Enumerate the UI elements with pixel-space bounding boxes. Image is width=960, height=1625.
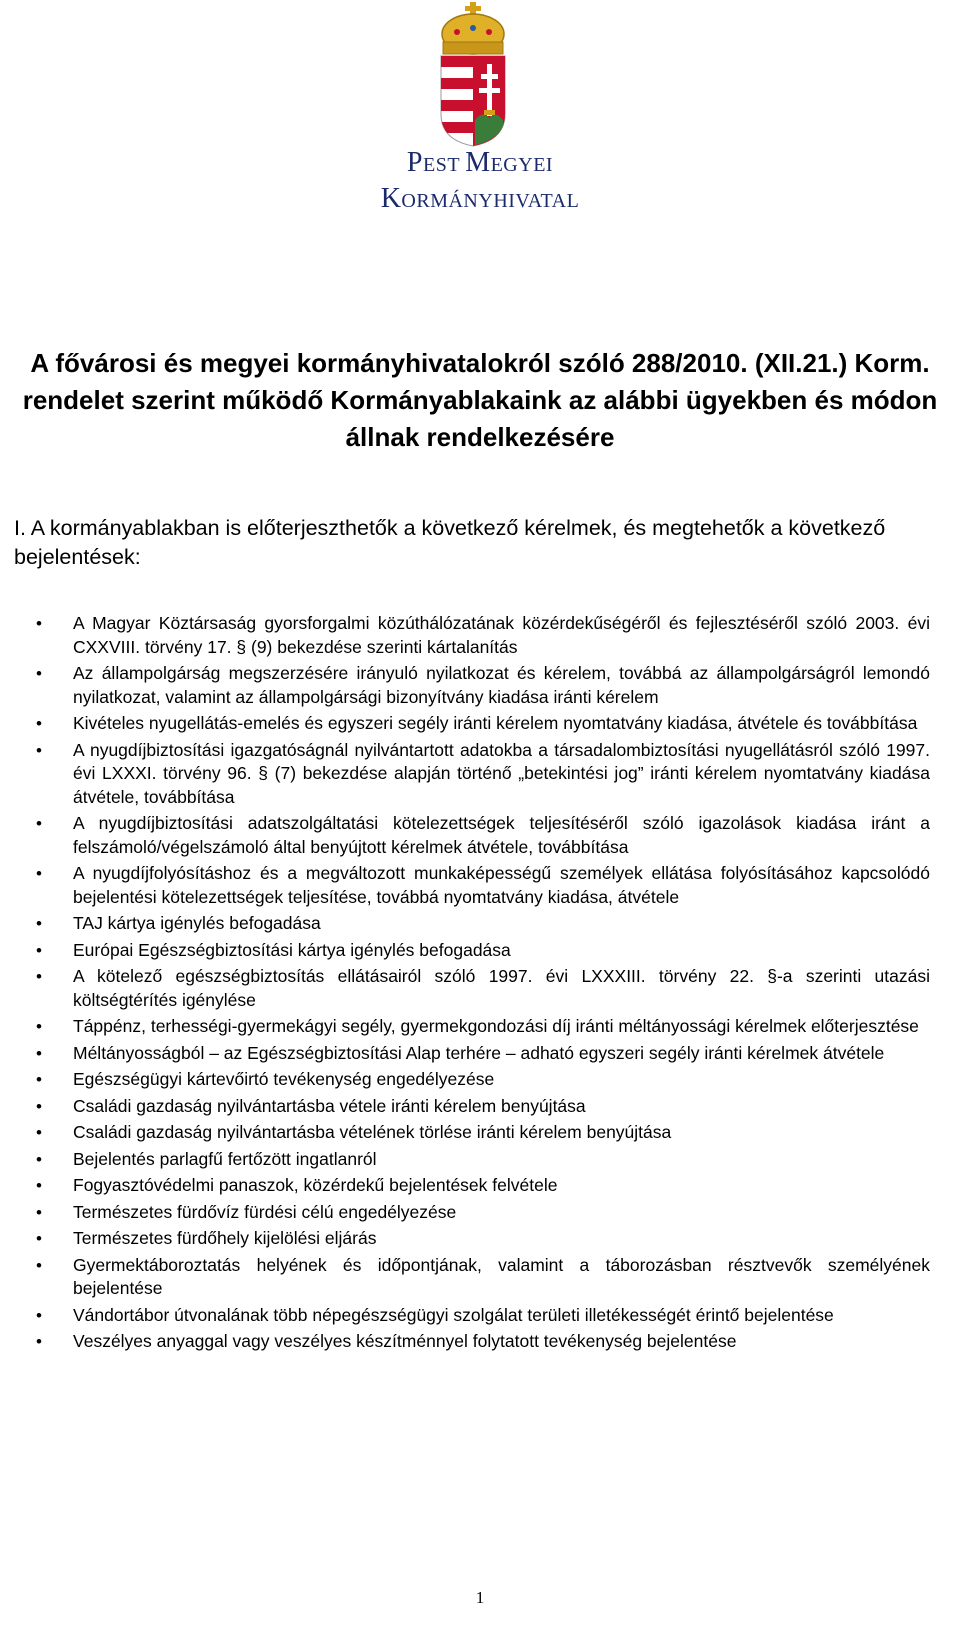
list-item: • Méltányosságból – az Egészségbiztosítási Alap terhére – adható egyszeri segély iránti kérelmek átvétele	[0, 1042, 930, 1066]
section-heading: I. A kormányablakban is előterjeszthetők a következő kérelmek, és megtehetők a következő bejelentések:	[14, 516, 886, 569]
list-item: • TAJ kártya igénylés befogadása	[0, 912, 930, 936]
list-item: • Veszélyes anyaggal vagy veszélyes készítménnyel folytatott tevékenység bejelentése	[0, 1330, 930, 1354]
list-item: • Európai Egészségbiztosítási kártya igénylés befogadása	[0, 939, 930, 963]
list-item: • A Magyar Köztársaság gyorsforgalmi közúthálózatának közérdekűségéről és fejlesztéséről szóló 2003. évi CXXVIII. törvény 17. § (9) bekezdése szerinti kártalanítás	[0, 612, 930, 659]
list-item: • Gyermektáboroztatás helyének és időpontjának, valamint a táborozásban résztvevők személyének bejelentése	[0, 1254, 930, 1301]
list-item: • A nyugdíjfolyósításhoz és a megváltozott munkaképességű személyek ellátása folyósításához kapcsolódó bejelentési kötelezettségek teljesítése, továbbá nyomtatvány kiadása, átvétele	[0, 862, 930, 909]
list-item: • Természetes fürdőhely kijelölési eljárás	[0, 1227, 930, 1251]
list-item: • A nyugdíjbiztosítási igazgatóságnál nyilvántartott adatokba a társadalombiztosítási nyugellátásról szóló 1997. évi LXXXI. törvény 96. § (7) bekezdése alapján történő „betekintési jog” iránti kérelem nyomtatvány kiadása átvétele, továbbítása	[0, 739, 930, 810]
list-item: • Bejelentés parlagfű fertőzött ingatlanról	[0, 1148, 930, 1172]
org-name-line2: KORMÁNYHIVATAL	[380, 183, 580, 214]
list-item: • Táppénz, terhességi-gyermekágyi segély, gyermekgondozási díj iránti méltányossági kérelmek előterjesztése	[0, 1015, 930, 1039]
coat-of-arms-icon	[437, 2, 509, 148]
org-name-line1: PEST MEGYEI	[406, 147, 554, 178]
list-item: • A nyugdíjbiztosítási adatszolgáltatási kötelezettségek teljesítéséről szóló igazolások kiadása iránt a felszámoló/végelszámoló által benyújtott kérelmek átvétele, továbbítása	[0, 812, 930, 859]
list-item: • Vándortábor útvonalának több népegészségügyi szolgálat területi illetékességét érintő bejelentése	[0, 1304, 930, 1328]
page-number: 1	[475, 1588, 485, 1607]
list-item: • A kötelező egészségbiztosítás ellátásairól szóló 1997. évi LXXXIII. törvény 22. §-a szerinti utazási költségtérítés igénylése	[0, 965, 930, 1012]
document-header	[0, 0, 960, 240]
list-item: • Fogyasztóvédelmi panaszok, közérdekű bejelentések felvétele	[0, 1174, 930, 1198]
list-item: • Természetes fürdővíz fürdési célú engedélyezése	[0, 1201, 930, 1225]
list-item: • Az állampolgárság megszerzésére irányuló nyilatkozat és kérelem, továbbá az állampolgárságról lemondó nyilatkozat, valamint az állampolgársági bizonyítvány kiadása iránti kérelem	[0, 662, 930, 709]
service-list	[0, 612, 960, 1357]
list-item: • Családi gazdaság nyilvántartásba vétele iránti kérelem benyújtása	[0, 1095, 930, 1119]
list-item: • Kivételes nyugellátás-emelés és egyszeri segély iránti kérelem nyomtatvány kiadása, átvétele és továbbítása	[0, 712, 930, 736]
list-item: • Családi gazdaság nyilvántartásba vételének törlése iránti kérelem benyújtása	[0, 1121, 930, 1145]
document-title: A fővárosi és megyei kormányhivatalokról szóló 288/2010. (XII.21.) Korm. rendelet szerint működő Kormányablakaink az alábbi ügyekben és módon állnak rendelkezésére	[22, 348, 938, 452]
list-item: • Egészségügyi kártevőirtó tevékenység engedélyezése	[0, 1068, 930, 1092]
